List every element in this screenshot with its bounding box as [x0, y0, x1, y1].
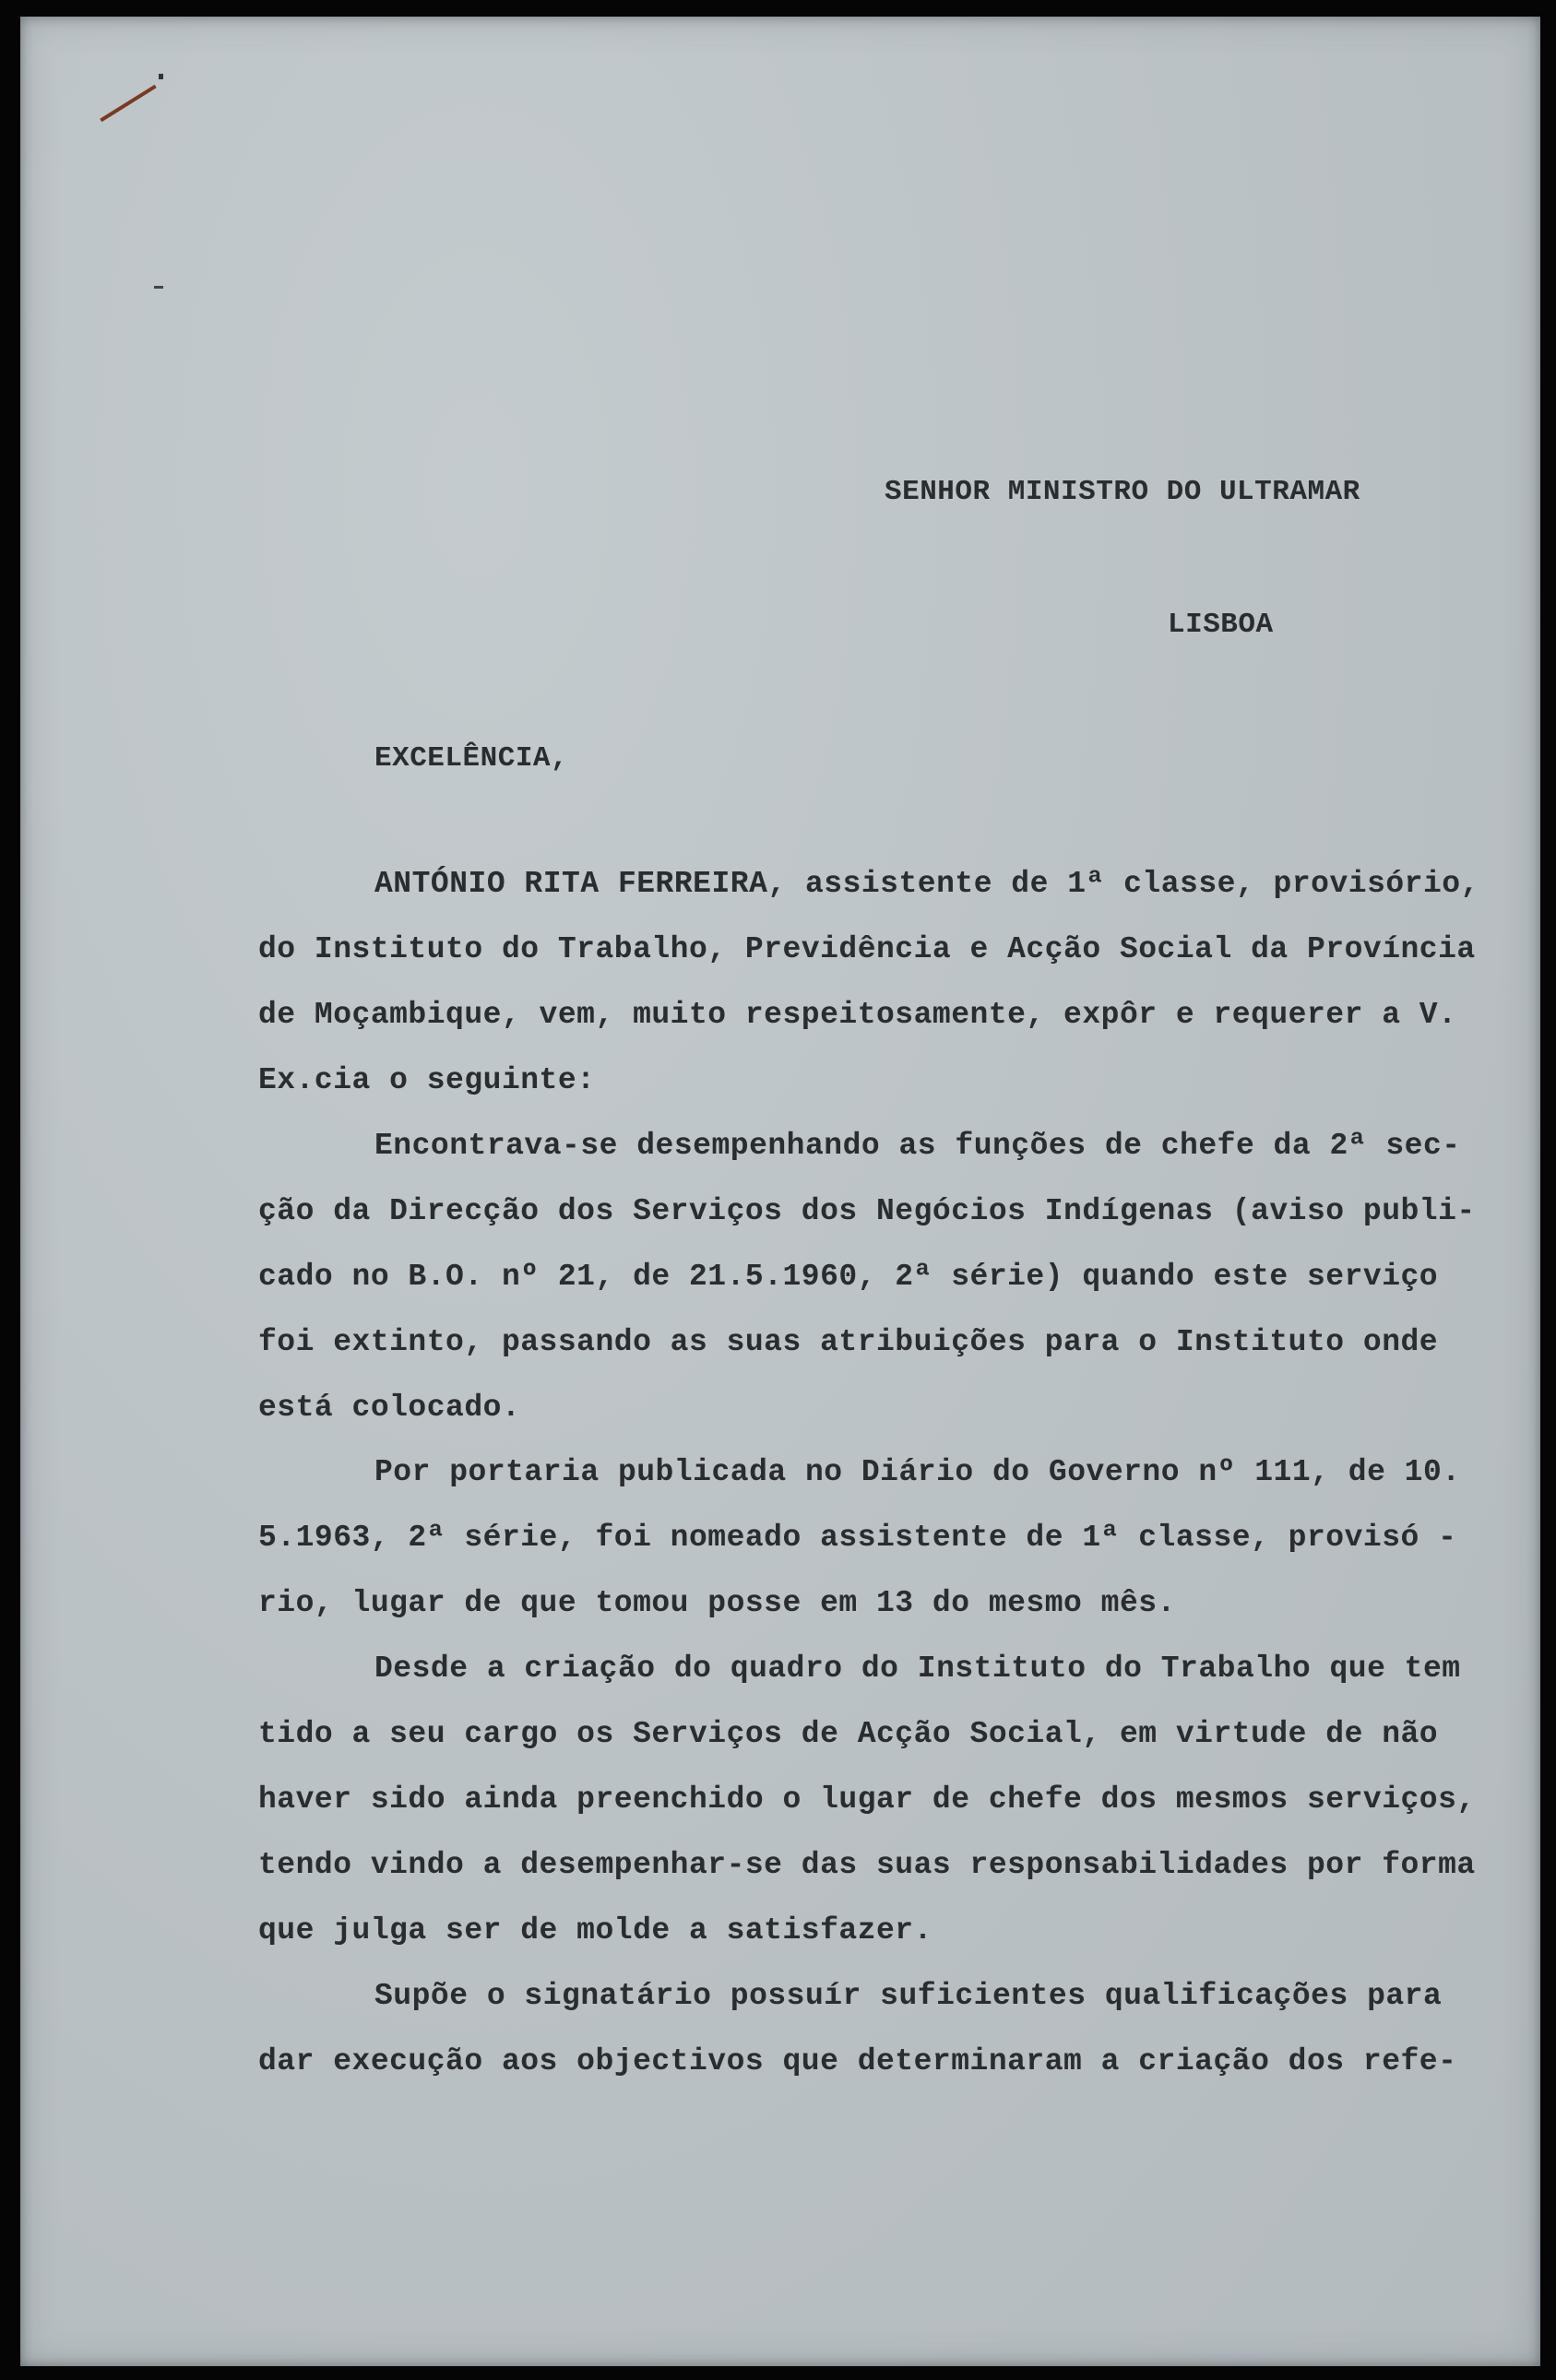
- pencil-dot: [154, 286, 163, 289]
- text-line: do Instituto do Trabalho, Previdência e Acção Social da Província: [258, 932, 1476, 966]
- text-line: ANTÓNIO RITA FERREIRA, assistente de 1ª classe, provisório,: [374, 867, 1479, 901]
- text-line: foi extinto, passando as suas atribuições para o Instituto onde: [258, 1325, 1439, 1359]
- addressee-city: LISBOA: [1168, 609, 1274, 641]
- text-line: está colocado.: [258, 1391, 521, 1425]
- text-line: tido a seu cargo os Serviços de Acção Social, em virtude de não: [258, 1717, 1439, 1751]
- typed-letter-page: [20, 17, 1540, 2366]
- text-line: que julga ser de molde a satisfazer.: [258, 1913, 932, 1948]
- salutation: EXCELÊNCIA,: [374, 742, 569, 775]
- addressee: SENHOR MINISTRO DO ULTRAMAR: [885, 476, 1360, 508]
- text-line: Encontrava-se desempenhando as funções de chefe da 2ª sec-: [374, 1129, 1461, 1163]
- text-line: Supõe o signatário possuír suficientes qualificações para: [374, 1979, 1443, 2013]
- text-line: 5.1963, 2ª série, foi nomeado assistente de 1ª classe, provisó -: [258, 1521, 1457, 1555]
- text-line: tendo vindo a desempenhar-se das suas responsabilidades por forma: [258, 1848, 1476, 1882]
- text-line: Por portaria publicada no Diário do Governo nº 111, de 10.: [374, 1455, 1461, 1489]
- text-line: Ex.cia o seguinte:: [258, 1063, 596, 1097]
- pencil-mark: [100, 85, 156, 122]
- text-line: ção da Direcção dos Serviços dos Negócios Indígenas (aviso publi-: [258, 1194, 1476, 1228]
- text-line: Desde a criação do quadro do Instituto do Trabalho que tem: [374, 1652, 1461, 1686]
- text-line: haver sido ainda preenchido o lugar de chefe dos mesmos serviços,: [258, 1782, 1476, 1817]
- text-line: rio, lugar de que tomou posse em 13 do mesmo mês.: [258, 1586, 1176, 1620]
- paper-edge-shadow: [20, 17, 1540, 2366]
- text-line: dar execução aos objectivos que determinaram a criação dos refe-: [258, 2044, 1457, 2078]
- text-line: de Moçambique, vem, muito respeitosamente, expôr e requerer a V.: [258, 998, 1457, 1032]
- text-line: cado no B.O. nº 21, de 21.5.1960, 2ª série) quando este serviço: [258, 1260, 1439, 1294]
- pencil-dot: [159, 74, 163, 79]
